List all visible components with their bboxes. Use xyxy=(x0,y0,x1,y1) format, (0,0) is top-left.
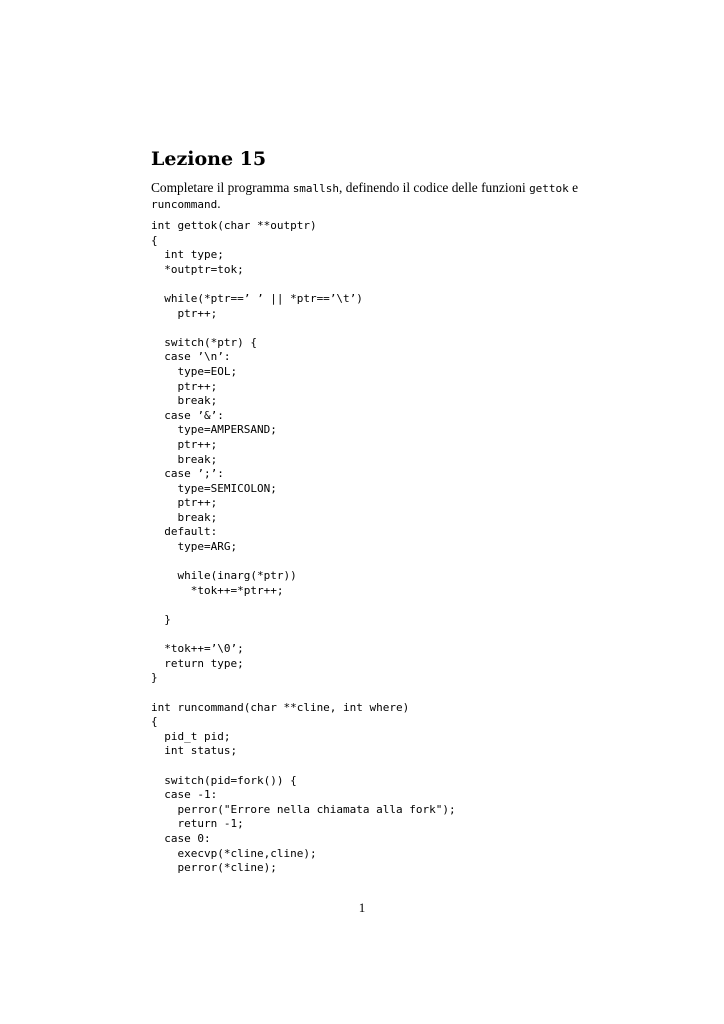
code-line: } xyxy=(151,613,171,627)
intro-text-4: . xyxy=(217,196,221,211)
code-line: ptr++; xyxy=(151,306,218,320)
code-line: default: xyxy=(151,525,218,539)
code-line xyxy=(151,598,691,613)
code-line: int type; xyxy=(151,248,224,262)
intro-code-smallsh: smallsh xyxy=(292,182,340,195)
code-line: *tok++=*ptr++; xyxy=(151,583,284,597)
page-number: 1 xyxy=(358,900,366,915)
intro-text-1: Completare il programma xyxy=(151,180,293,195)
code-line: type=EOL; xyxy=(151,364,238,378)
code-line: ptr++; xyxy=(151,437,218,451)
code-line: switch(pid=fork()) { xyxy=(151,773,297,787)
intro-text-3: e xyxy=(568,180,579,195)
code-listing xyxy=(151,219,691,876)
code-line: case 0: xyxy=(151,831,211,845)
code-line: type=AMPERSAND; xyxy=(151,423,277,437)
intro-text-2: , definendo il codice delle funzioni xyxy=(339,180,530,195)
code-line xyxy=(151,628,691,643)
code-line: perror("Errore nella chiamata alla fork"); xyxy=(151,802,456,816)
code-line xyxy=(151,277,691,292)
code-line: return type; xyxy=(151,656,244,670)
code-line xyxy=(151,321,691,336)
code-line: ptr++; xyxy=(151,379,218,393)
lesson-heading: Lezione 15 xyxy=(151,148,267,170)
code-line: break; xyxy=(151,394,218,408)
code-line: break; xyxy=(151,452,218,466)
code-line: } xyxy=(151,671,158,685)
code-line: { xyxy=(151,715,158,729)
intro-code-runcommand: runcommand xyxy=(151,198,218,211)
code-line: type=ARG; xyxy=(151,540,238,554)
code-line xyxy=(151,686,691,701)
code-line: *outptr=tok; xyxy=(151,262,244,276)
code-line: perror(*cline); xyxy=(151,861,277,875)
code-line: pid_t pid; xyxy=(151,729,231,743)
code-line: return -1; xyxy=(151,817,244,831)
code-line: while(inarg(*ptr)) xyxy=(151,569,297,583)
code-line: int status; xyxy=(151,744,238,758)
code-line: ptr++; xyxy=(151,496,218,510)
code-line: break; xyxy=(151,510,218,524)
code-line: { xyxy=(151,233,158,247)
code-line: case -1: xyxy=(151,788,218,802)
code-line: execvp(*cline,cline); xyxy=(151,846,317,860)
code-line: while(*ptr==’ ’ || *ptr==’\t’) xyxy=(151,291,363,305)
code-line: case ’&’: xyxy=(151,408,224,422)
code-line: *tok++=’\0’; xyxy=(151,642,244,656)
code-line: case ’;’: xyxy=(151,467,224,481)
code-line: switch(*ptr) { xyxy=(151,335,257,349)
code-line: case ’\n’: xyxy=(151,350,231,364)
code-line: int gettok(char **outptr) xyxy=(151,219,317,232)
code-line xyxy=(151,555,691,570)
code-line: type=SEMICOLON; xyxy=(151,481,277,495)
intro-code-gettok: gettok xyxy=(529,182,569,195)
code-line: int runcommand(char **cline, int where) xyxy=(151,700,410,714)
code-line xyxy=(151,759,691,774)
intro-paragraph xyxy=(151,180,591,212)
